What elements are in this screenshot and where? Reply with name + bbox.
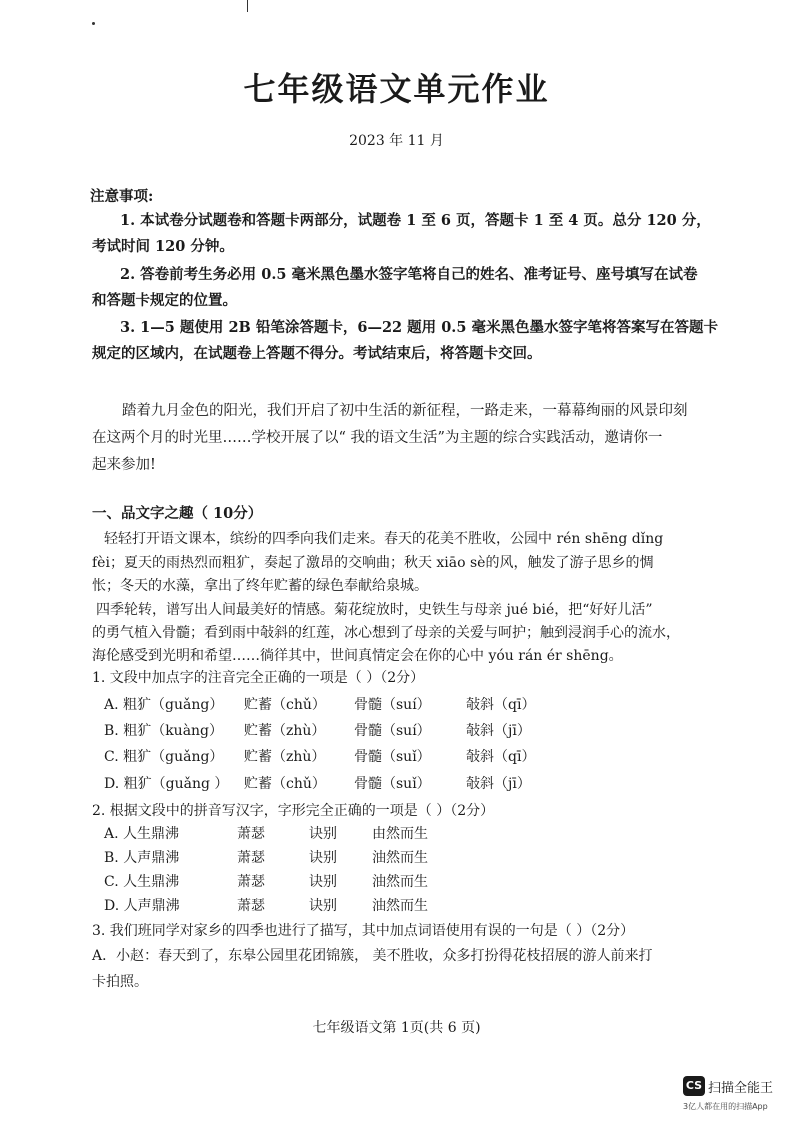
scanner-tagline: 3亿人都在用的扫描App: [683, 1102, 768, 1111]
q1-a-1: A. 粗犷（guǎng）: [104, 697, 224, 713]
notice-item-3b: 规定的区域内，在试题卷上答题不得分。考试结束后，将答题卡交回。: [92, 345, 542, 362]
q1-d-4: 敧斜（jī）: [466, 776, 531, 792]
q2-d-4: 油然而生: [372, 898, 428, 914]
exam-date: 2023 年 11 月: [349, 133, 444, 149]
q1-b-4: 敧斜（jī）: [466, 723, 531, 739]
q1-c-2: 贮蓄（zhù）: [244, 749, 326, 765]
q1-c-3: 骨髓（suǐ）: [354, 749, 431, 765]
q1-c-1: C. 粗犷（guǎng）: [104, 749, 224, 765]
q2-d-2: 萧瑟: [237, 898, 265, 914]
camscanner-logo-icon: CS: [683, 1076, 705, 1096]
fold-mark: [247, 0, 248, 12]
q1-c-4: 敧斜（qī）: [466, 749, 536, 765]
q2-d-3: 诀别: [309, 898, 337, 914]
q2-c-3: 诀别: [309, 874, 337, 890]
passage-line-5: 的勇气植入骨髓；看到雨中敧斜的红莲，冰心想到了母亲的关爱与呵护；触到浸润手心的流水，: [92, 625, 680, 641]
q2-a-1: A. 人生鼎沸: [104, 826, 180, 842]
intro-line-2: 在这两个月的时光里……学校开展了以“ 我的语文生活”为主题的综合实践活动，邀请你一: [92, 430, 663, 446]
q1-stem: 1. 文段中加点字的注音完全正确的一项是（ ）（2分）: [92, 670, 425, 686]
passage-line-3: 怅；冬天的水藻，拿出了终年贮蓄的绿色奉献给泉城。: [92, 578, 428, 594]
q1-b-1: B. 粗犷（kuàng）: [104, 723, 224, 739]
q1-d-3: 骨髓（suǐ）: [354, 776, 431, 792]
page-title: 七年级语文单元作业: [243, 70, 550, 108]
passage-line-6: 海伦感受到光明和希望……徜徉其中，世间真情定会在你的心中 yóu rán ér shēng。: [92, 648, 623, 664]
scanner-app-name: 扫描全能王: [708, 1081, 774, 1096]
notice-item-2a: 2. 答卷前考生务必用 0.5 毫米黑色墨水签字笔将自己的姓名、准考证号、座号填写在试卷: [120, 266, 698, 283]
q2-c-1: C. 人生鼎沸: [104, 874, 180, 890]
section-1-heading: 一、品文字之趣（ 10分）: [92, 505, 263, 522]
q1-a-2: 贮蓄（chǔ）: [244, 697, 326, 713]
q1-b-2: 贮蓄（zhù）: [244, 723, 326, 739]
page-footer: 七年级语文第 1页(共 6 页): [312, 1020, 481, 1036]
notice-heading: 注意事项:: [90, 188, 154, 205]
q3-option-a-line-2: 卡拍照。: [92, 974, 148, 990]
q1-d-2: 贮蓄（chǔ）: [244, 776, 326, 792]
passage-line-4: 四季轮转，谱写出人间最美好的情感。菊花绽放时，史铁生与母亲 jué bié，把“好好儿活”: [96, 602, 653, 618]
passage-line-1: 轻轻打开语文课本，缤纷的四季向我们走来。春天的花美不胜收，公园中 rén shēng dǐng: [104, 531, 664, 547]
q2-c-2: 萧瑟: [237, 874, 265, 890]
speck-mark: [92, 22, 95, 25]
q3-stem: 3. 我们班同学对家乡的四季也进行了描写，其中加点词语使用有误的一句是（ ）（2分）: [92, 923, 635, 939]
q1-a-3: 骨髓（suí）: [354, 697, 431, 713]
notice-item-1b: 考试时间 120 分钟。: [92, 238, 234, 255]
notice-item-1a: 1. 本试卷分试题卷和答题卡两部分，试题卷 1 至 6 页，答题卡 1 至 4 页。总分 120 分，: [120, 212, 711, 229]
q1-b-3: 骨髓（suí）: [354, 723, 431, 739]
q1-a-4: 敧斜（qī）: [466, 697, 536, 713]
passage-line-2: fèi；夏天的雨热烈而粗犷，奏起了激昂的交响曲；秋天 xiāo sè的风，触发了游子思乡的惆: [92, 555, 654, 571]
q2-b-3: 诀别: [309, 850, 337, 866]
q3-option-a-line-1: A．小赵：春天到了，东皋公园里花团锦簇， 美不胜收，众多打扮得花枝招展的游人前来打: [92, 948, 653, 964]
q2-d-1: D. 人声鼎沸: [104, 898, 180, 914]
notice-item-3a: 3. 1—5 题使用 2B 铅笔涂答题卡，6—22 题用 0.5 毫米黑色墨水签字笔将答案写在答题卡: [120, 319, 718, 336]
q2-a-3: 诀别: [309, 826, 337, 842]
q2-b-1: B. 人声鼎沸: [104, 850, 180, 866]
q2-b-4: 油然而生: [372, 850, 428, 866]
q2-c-4: 油然而生: [372, 874, 428, 890]
q2-stem: 2. 根据文段中的拼音写汉字，字形完全正确的一项是（ ）（2分）: [92, 803, 495, 819]
notice-item-2b: 和答题卡规定的位置。: [92, 292, 237, 309]
q2-b-2: 萧瑟: [237, 850, 265, 866]
intro-line-1: 踏着九月金色的阳光，我们开启了初中生活的新征程，一路走来，一幕幕绚丽的风景印刻: [122, 403, 688, 419]
intro-line-3: 起来参加!: [92, 457, 156, 473]
q2-a-4: 由然而生: [372, 826, 428, 842]
q2-a-2: 萧瑟: [237, 826, 265, 842]
q1-d-1: D. 粗犷（guǎng ）: [104, 776, 229, 792]
